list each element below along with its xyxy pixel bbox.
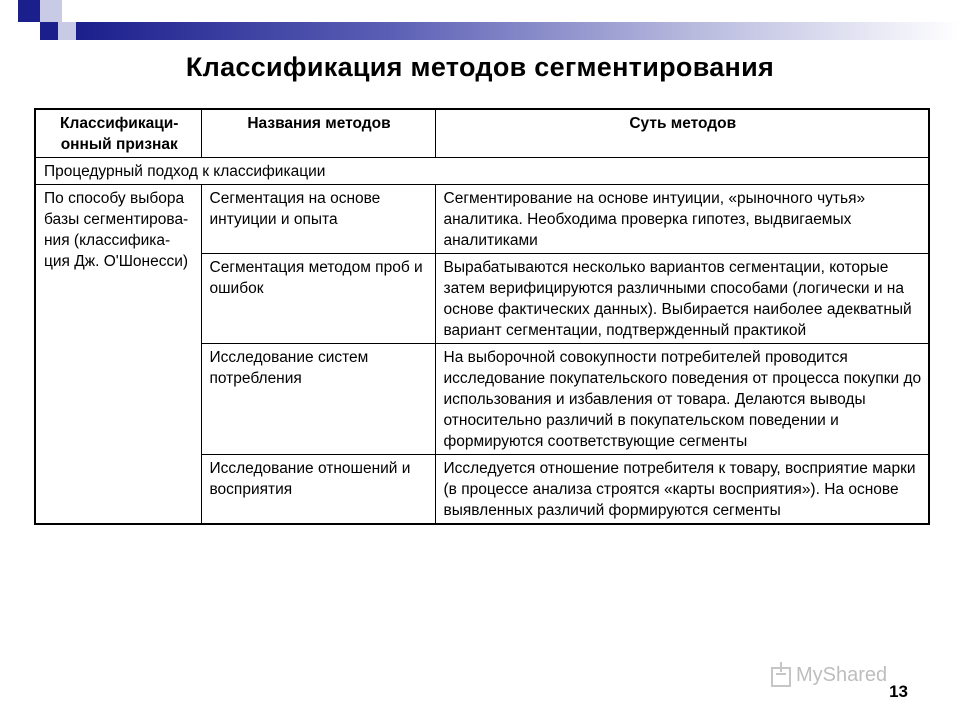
method-essence: Исследуется отношение потребителя к товару, восприятие марки (в процессе анализа строятся «карты восприятия»). На основе выявленных различий формируются сегменты (435, 455, 929, 525)
watermark-logo-icon (768, 662, 794, 690)
header-gradient-bar (76, 22, 960, 40)
page-title: Классификация методов сегментирования (185, 52, 775, 82)
header-method-essence: Суть методов (435, 109, 929, 158)
method-essence: Вырабатываются несколько вариантов сегментации, которые затем верифицируются различными способами (логически и на основе фактических данных). Выбирается наиболее адекватный вариант сегментации, подтвержденный практикой (435, 254, 929, 344)
method-name: Исследование систем потребления (201, 344, 435, 455)
decor-square (18, 22, 40, 40)
method-essence: На выборочной совокупности потребителей проводится исследование покупательского поведения от процесса покупки до использования и избавления от товара. Делаются выводы относительно различий в покупательском поведении и формируются соответствующие сегменты (435, 344, 929, 455)
method-name: Сегментация методом проб и ошибок (201, 254, 435, 344)
table-header-row (35, 109, 929, 158)
table-row (35, 185, 929, 254)
decor-square (40, 22, 58, 40)
watermark-text: MyShared (796, 664, 888, 686)
header-method-names: Названия методов (201, 109, 435, 158)
methods-table (34, 108, 930, 525)
method-name: Исследование отношений и восприятия (201, 455, 435, 525)
decor-square (58, 22, 76, 40)
header-classification: Классификаци-онный признак (35, 109, 201, 158)
section-row (35, 158, 929, 185)
decor-square (18, 0, 40, 22)
method-essence: Сегментирование на основе интуиции, «рыночного чутья» аналитика. Необходима проверка гипотез, выдвигаемых аналитиками (435, 185, 929, 254)
decor-square (40, 0, 62, 22)
method-name: Сегментация на основе интуиции и опыта (201, 185, 435, 254)
page-number: 13 (889, 682, 908, 701)
section-title: Процедурный подход к классификации (35, 158, 929, 185)
group-label: По способу выбора базы сегментирова-ния (классифика-ция Дж. О'Шонесси) (35, 185, 201, 525)
